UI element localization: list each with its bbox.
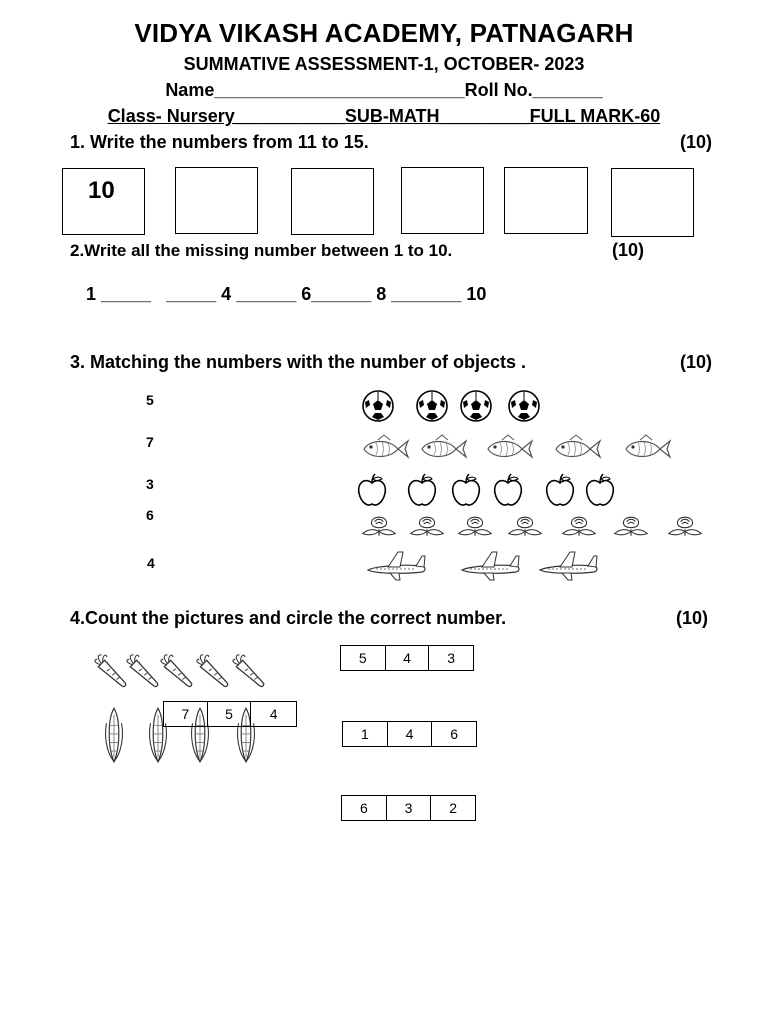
carrot-icon: [230, 648, 266, 696]
question-2-marks: (10): [612, 240, 645, 260]
option-set-3: [342, 721, 477, 747]
answer-box-5[interactable]: [504, 167, 588, 234]
airplane-icon: [538, 548, 598, 582]
rose-icon: [458, 512, 492, 538]
exam-title: SUMMATIVE ASSESSMENT-1, OCTOBER- 2023: [183, 54, 585, 74]
name-roll-line: Name_________________________Roll No._______: [165, 80, 603, 100]
rose-icon: [410, 512, 444, 538]
option-cell[interactable]: 7: [164, 702, 208, 726]
apple-icon: [406, 474, 438, 508]
option-cell[interactable]: 5: [341, 646, 386, 670]
fish-icon: [552, 434, 602, 464]
corn-icon: [100, 704, 128, 766]
answer-box-6[interactable]: [611, 168, 694, 237]
answer-box-2[interactable]: [175, 167, 258, 234]
answer-box-1[interactable]: [62, 168, 145, 235]
football-icon: [460, 390, 492, 422]
airplane-icon: [460, 548, 520, 582]
fish-icon: [622, 434, 672, 464]
question-2: 2.Write all the missing number between 1 to 10.: [70, 241, 453, 260]
airplane-icon: [366, 548, 426, 582]
match-number: 3: [146, 476, 154, 492]
fish-icon: [360, 434, 410, 464]
missing-number-sequence: 1 _____ _____ 4 ______ 6______ 8 _______ 10: [86, 284, 487, 304]
apple-icon: [450, 474, 482, 508]
option-set-4: [341, 795, 476, 821]
rose-icon: [614, 512, 648, 538]
answer-box-3[interactable]: [291, 168, 374, 235]
fish-icon: [418, 434, 468, 464]
football-icon: [362, 390, 394, 422]
question-3-marks: (10): [680, 352, 713, 372]
answer-box-4[interactable]: [401, 167, 484, 234]
option-cell[interactable]: 4: [269, 706, 278, 722]
option-cell[interactable]: 4: [386, 646, 430, 670]
apple-icon: [584, 474, 616, 508]
rose-icon: [668, 512, 702, 538]
option-cell[interactable]: 6: [450, 726, 459, 742]
carrot-icon: [158, 648, 194, 696]
option-cell[interactable]: 3: [387, 796, 432, 820]
carrot-icon: [124, 648, 160, 696]
apple-icon: [492, 474, 524, 508]
question-1: 1. Write the numbers from 11 to 15.: [70, 132, 369, 152]
option-cell[interactable]: 6: [342, 796, 387, 820]
option-set-2: [163, 701, 297, 727]
match-number: 5: [146, 392, 154, 408]
option-cell[interactable]: 1: [343, 722, 388, 746]
option-set-1: [340, 645, 474, 671]
question-1-marks: (10): [680, 132, 713, 152]
school-name: VIDYA VIKASH ACADEMY, PATNAGARH: [134, 18, 634, 48]
option-cell[interactable]: 2: [449, 800, 458, 816]
carrot-icon: [194, 648, 230, 696]
option-cell[interactable]: 4: [388, 722, 433, 746]
football-icon: [416, 390, 448, 422]
rose-icon: [562, 512, 596, 538]
rose-icon: [508, 512, 542, 538]
question-4: 4.Count the pictures and circle the correct number.: [70, 608, 507, 628]
carrot-icon: [92, 648, 128, 696]
option-cell[interactable]: 5: [208, 702, 252, 726]
answer-box-1-value: 10: [88, 177, 115, 204]
apple-icon: [356, 474, 388, 508]
question-3: 3. Matching the numbers with the number of objects .: [70, 352, 527, 372]
football-icon: [508, 390, 540, 422]
match-number: 7: [146, 434, 154, 450]
fish-icon: [484, 434, 534, 464]
apple-icon: [544, 474, 576, 508]
match-number: 4: [147, 555, 155, 571]
question-4-marks: (10): [676, 608, 709, 628]
option-cell[interactable]: 3: [447, 650, 456, 666]
rose-icon: [362, 512, 396, 538]
match-number: 6: [146, 507, 154, 523]
class-subject-line: Class- Nursery___________SUB-MATH_________FULL MARK-60: [107, 106, 661, 126]
